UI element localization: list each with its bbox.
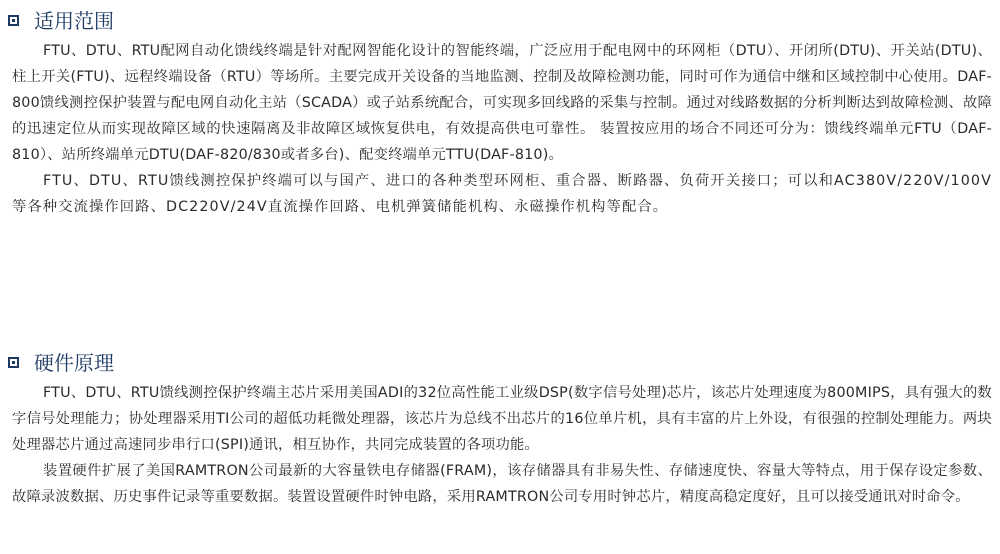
paragraph: 装置硬件扩展了美国RAMTRON公司最新的大容量铁电存储器(FRAM)，该存储器具有非易失性、存储速度快、容量大等特点，用于保存设定参数、故障录波数据、历史事件记录等重要数据。装置设置硬件时钟电路，采用RAMTRON公司专用时钟芯片，精度高稳定度好，且可以接受通讯对时命令。 bbox=[12, 463, 992, 505]
paragraph: FTU、DTU、RTU馈线测控保护终端主芯片采用美国ADI的32位高性能工业级DSP(数字信号处理)芯片，该芯片处理速度为800MIPS，具有强大的数字信号处理能力；协处理器采用TI公司的超低功耗微处理器，该芯片为总线不出芯片的16位单片机，具有丰富的片上外设，有很强的控制处理能力。两块处理器芯片通过高速同步串行口(SPI)通讯，相互协作，共同完成装置的各项功能。 bbox=[12, 385, 992, 453]
section-hardware-principle bbox=[0, 350, 1000, 510]
section-title: 适用范围 bbox=[34, 9, 114, 33]
section-title: 硬件原理 bbox=[34, 351, 114, 375]
section-applicable-scope bbox=[0, 8, 1000, 220]
square-bullet-icon bbox=[8, 357, 19, 368]
section-heading bbox=[0, 350, 1000, 380]
paragraph: FTU、DTU、RTU配网自动化馈线终端是针对配网智能化设计的智能终端，广泛应用于配电网中的环网柜（DTU）、开闭所(DTU)、开关站(DTU)、柱上开关(FTU)、远程终端设备（RTU）等场所。主要完成开关设备的当地监测、控制及故障检测功能，同时可作为通信中继和区域控制中心使用。DAF-800馈线测控保护装置与配电网自动化主站（SCADA）或子站系统配合，可实现多回线路的采集与控制。通过对线路数据的分析判断达到故障检测、故障的迅速定位从而实现故障区域的快速隔离及非故障区域恢复供电，有效提高供电可靠性。 装置按应用的场合不同还可分为：馈线终端单元FTU（DAF-810）、站所终端单元DTU(DAF-820/830或者多台)、配变终端单元TTU(DAF-810)。 bbox=[12, 43, 992, 163]
square-bullet-icon bbox=[8, 15, 19, 26]
section-heading bbox=[0, 8, 1000, 38]
paragraph: FTU、DTU、RTU馈线测控保护终端可以与国产、进口的各种类型环网柜、重合器、断路器、负荷开关接口；可以和AC380V/220V/100V等各种交流操作回路、DC220V/24V直流操作回路、电机弹簧储能机构、永磁操作机构等配合。 bbox=[12, 173, 992, 215]
